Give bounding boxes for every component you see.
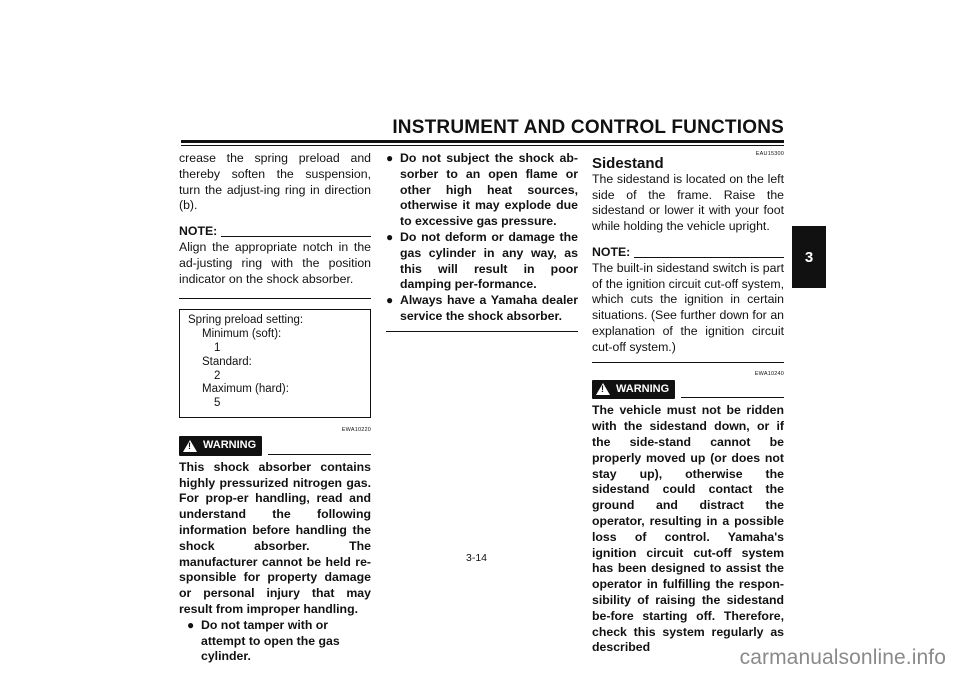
bullet-icon: ● <box>386 151 394 165</box>
spec-std-value: 2 <box>214 369 221 382</box>
note-heading <box>179 224 371 240</box>
warning-badge <box>179 436 262 456</box>
warning-heading <box>592 380 784 400</box>
header-rule-thin <box>181 145 784 146</box>
warning-code: EWA10220 <box>341 426 371 433</box>
spec-title: Spring preload setting: <box>188 314 304 327</box>
column-right <box>592 151 784 656</box>
note-rule <box>634 257 784 258</box>
note-end-rule <box>179 298 371 299</box>
note-text: Align the appropriate notch in the ad-justing ring with the position indicator on the shock absorber. <box>179 239 371 286</box>
spring-preload-spec-box <box>179 309 371 418</box>
warning-triangle-icon: ! <box>596 383 610 395</box>
note-text: The built-in sidestand switch is part of the ignition circuit cut-off system, which cuts the ignition in certain situations. (See further down for an explanation of the ignition circuit cut-off system.) <box>592 260 784 354</box>
bullet-text: Do not tamper with or attempt to open the gas cylinder. <box>201 617 340 664</box>
watermark: carmanualsonline.info <box>739 646 946 669</box>
spec-min-label: Minimum (soft): <box>202 328 282 341</box>
warning-heading <box>179 436 371 456</box>
warning-triangle-icon: ! <box>183 440 197 452</box>
warning-code: EWA10240 <box>754 370 784 377</box>
warning-label: WARNING <box>203 438 257 451</box>
warning-text: This shock absorber contains highly pressurized nitrogen gas. For prop-er handling, read and understand the following information before handling the shock absorber. The manufacturer cannot be held re-sponsible for property damage or personal injury that may result from improper handling. <box>179 459 371 616</box>
header-rule <box>181 140 784 143</box>
bullet-text: Do not deform or damage the gas cylinder in any way, as this will result in poor damping per-formance. <box>400 229 578 292</box>
bullet-text: Always have a Yamaha dealer service the shock absorber. <box>400 293 578 323</box>
bullet-icon: ● <box>386 293 394 308</box>
list-item <box>179 618 371 665</box>
section-title: Sidestand <box>592 155 664 172</box>
column-left <box>179 151 371 665</box>
note-label: NOTE: <box>592 244 631 259</box>
note-end-rule <box>592 362 784 363</box>
note-heading <box>592 245 784 261</box>
spec-max-label: Maximum (hard): <box>202 383 289 396</box>
intro-paragraph: crease the spring preload and thereby soften the suspension, turn the adjust-ing ring in direction (b). <box>179 151 371 213</box>
bullet-text: Do not subject the shock ab-sorber to an open flame or other high heat sources, otherwise it may explode due to excessive gas pressure. <box>400 151 578 229</box>
warning-text: The vehicle must not be ridden with the sidestand down, or if the side-stand cannot be properly moved up (or does not stay up), otherwise the sidestand could contact the ground and distract the operator, resulting in a possible loss of control. Yamaha's ignition circuit cut-off system has been designed to assist the operator in fulfilling the respon-sibility of raising the sidestand be-fore starting off. Therefore, check this system regularly as described <box>592 403 784 655</box>
warning-rule <box>268 454 371 455</box>
bullet-icon: ● <box>386 229 394 244</box>
warning-end-rule <box>386 331 578 332</box>
spec-std-label: Standard: <box>202 355 252 368</box>
warning-rule <box>681 397 784 398</box>
list-item <box>386 293 578 325</box>
page-header-title: INSTRUMENT AND CONTROL FUNCTIONS <box>392 117 784 138</box>
column-middle <box>386 151 578 332</box>
note-label: NOTE: <box>179 224 218 239</box>
chapter-tab[interactable]: 3 <box>792 226 826 288</box>
section-code: EAU15300 <box>755 151 784 157</box>
list-item <box>386 230 578 293</box>
spec-min-value: 1 <box>214 341 221 354</box>
page-number: 3-14 <box>466 552 488 564</box>
sidestand-paragraph: The sidestand is located on the left side of the frame. Raise the sidestand or lower it with your foot while holding the vehicle upright. <box>592 171 784 234</box>
bullet-icon: ● <box>187 617 195 632</box>
warning-label: WARNING <box>616 382 670 395</box>
warning-badge <box>592 380 675 400</box>
note-rule <box>221 236 371 237</box>
spec-max-value: 5 <box>214 397 221 410</box>
list-item <box>386 151 578 230</box>
